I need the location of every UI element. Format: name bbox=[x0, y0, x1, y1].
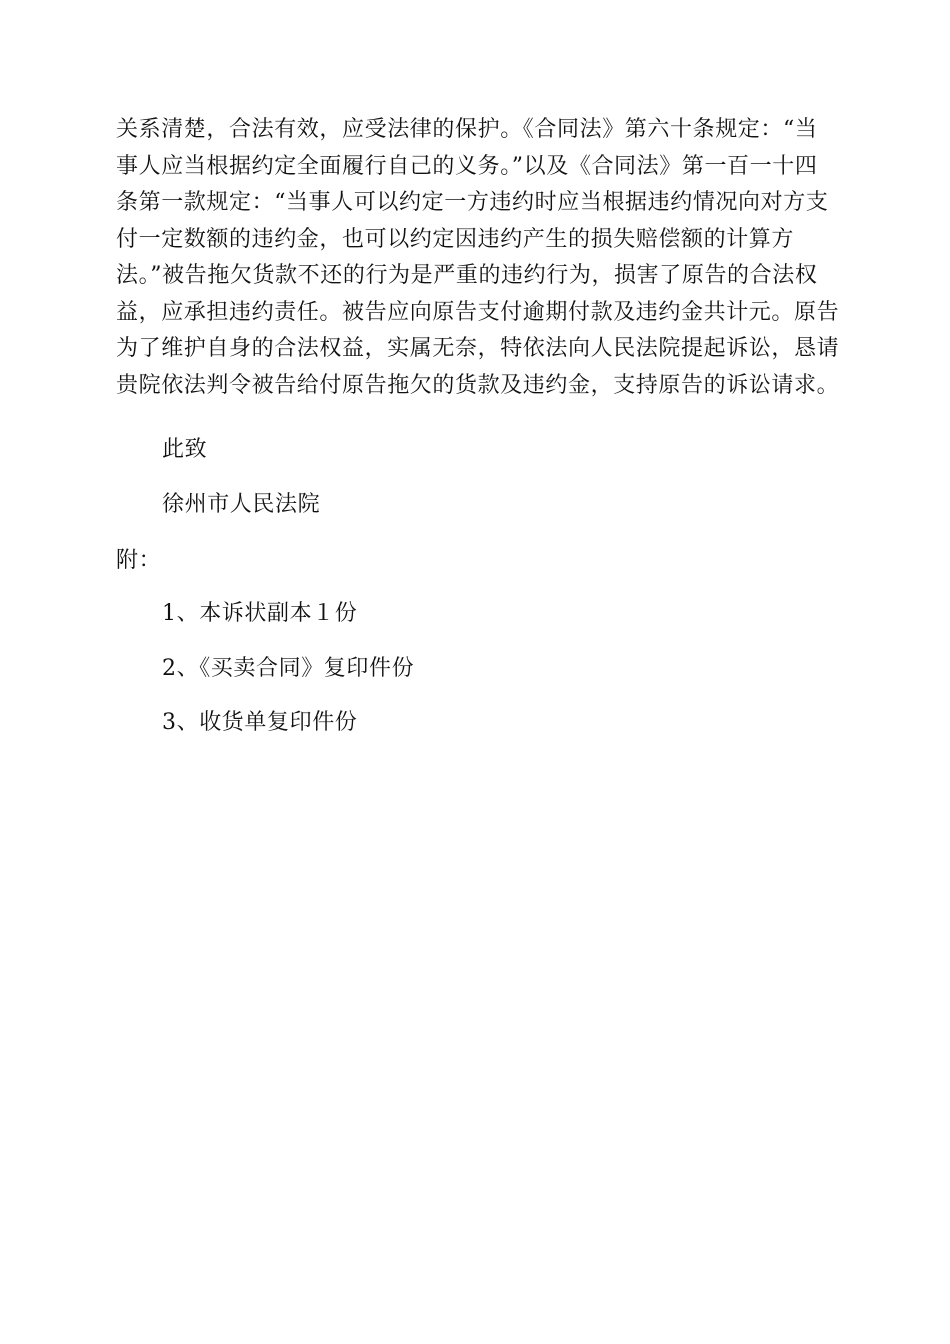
attachment-item: 2、《买卖合同》复印件份 bbox=[162, 656, 415, 681]
paragraph-line: 条第一款规定：“当事人可以约定一方违约时应当根据违约情况向对方支 bbox=[116, 190, 829, 215]
salutation: 此致 bbox=[162, 437, 208, 462]
paragraph-line: 益，应承担违约责任。被告应向原告支付逾期付款及违约金共计元。原告 bbox=[116, 299, 840, 325]
attachments-label: 附： bbox=[116, 548, 162, 573]
paragraph-line: 贵院依法判令被告给付原告拖欠的货款及违约金，支持原告的诉讼请求。 bbox=[116, 372, 840, 398]
complaint-body-paragraph bbox=[116, 112, 840, 404]
court-name: 徐州市人民法院 bbox=[162, 492, 321, 517]
attachment-item: 1、本诉状副本１份 bbox=[162, 601, 358, 626]
paragraph-line: 为了维护自身的合法权益，实属无奈，特依法向人民法院提起诉讼，恳请 bbox=[116, 336, 840, 361]
paragraph-line: 付一定数额的违约金，也可以约定因违约产生的损失赔偿额的计算方 bbox=[116, 226, 795, 252]
paragraph-line: 法。”被告拖欠货款不还的行为是严重的违约行为，损害了原告的合法权 bbox=[116, 263, 818, 288]
paragraph-line: 关系清楚，合法有效，应受法律的保护。《合同法》第六十条规定：“当 bbox=[116, 117, 818, 142]
paragraph-line: 事人应当根据约定全面履行自己的义务。”以及《合同法》第一百一十四 bbox=[116, 153, 818, 179]
attachment-item: 3、收货单复印件份 bbox=[162, 710, 358, 735]
